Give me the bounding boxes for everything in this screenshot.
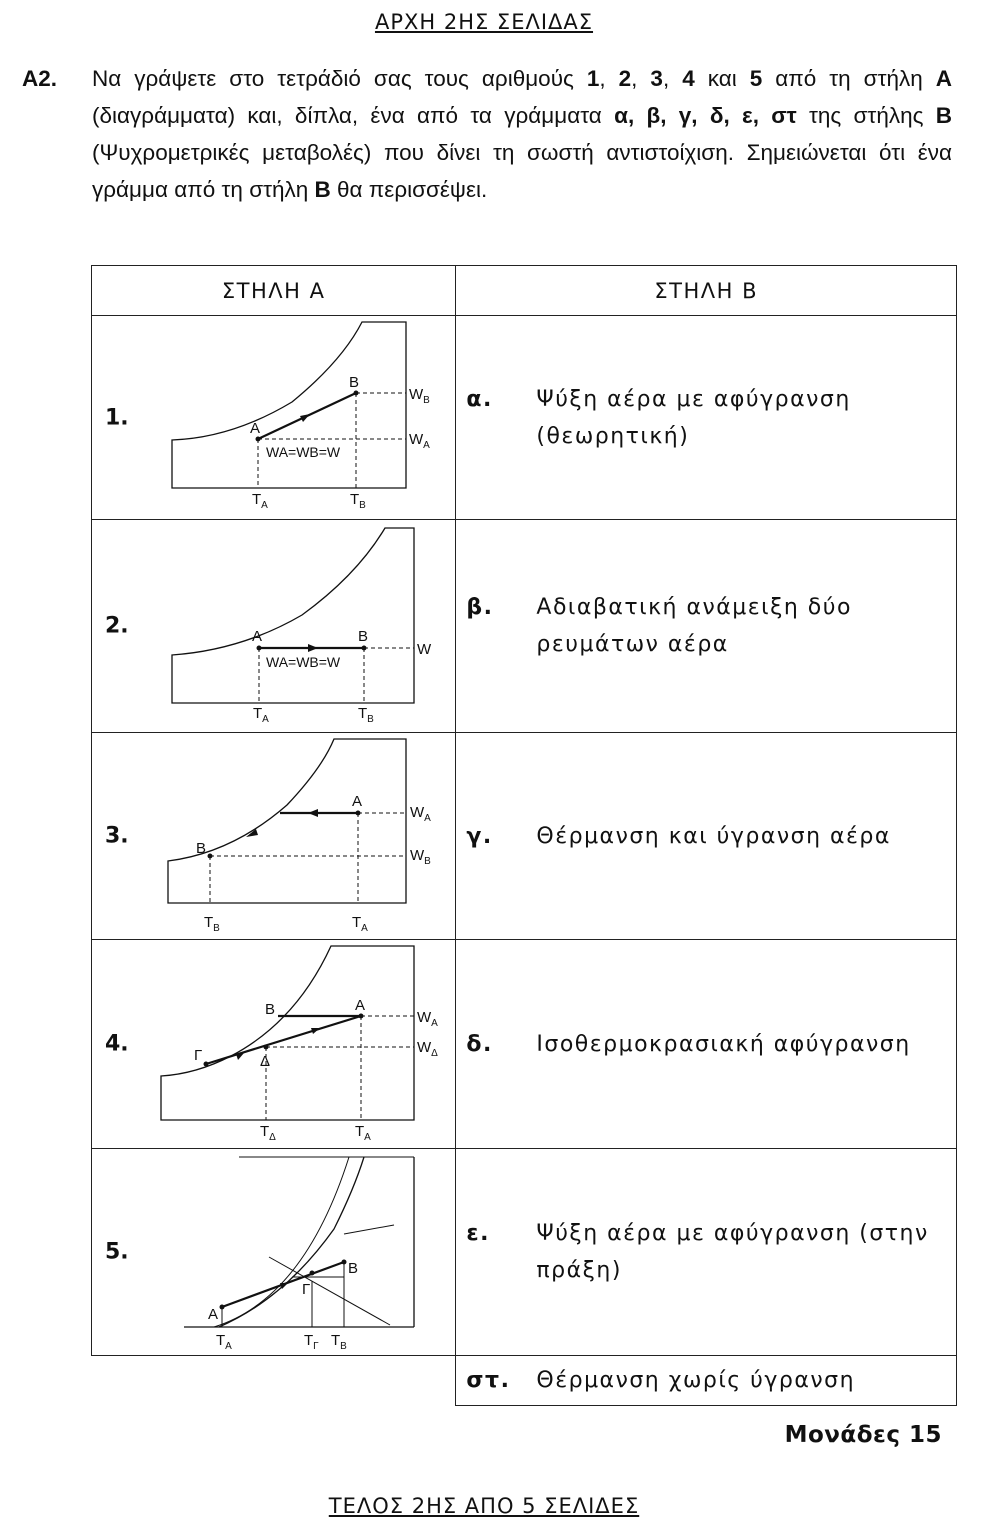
- row-number: 5.: [105, 1239, 129, 1265]
- column-b-header: ΣΤΗΛΗ Β: [456, 266, 957, 316]
- psychrometric-diagram-1: [162, 316, 452, 520]
- question-text: Να γράψετε στο τετράδιό σας τους αριθμούς 1, 2, 3, 4 και 5 από τη στήλη Α (διαγράμματα) και, δίπλα, ένα από τα γράμματα α, β, γ, δ, ε, στ της στήλης Β (Ψυχρομετρικές μεταβολές) που δίνει τη σωστή αντιστοίχιση. Σημειώνεται ότι ένα γράμμα από τη στήλη Β θα περισσέψει.: [92, 66, 952, 202]
- diagram-cell-4: [92, 940, 456, 1149]
- question-a2: [22, 60, 952, 208]
- row-number: 2.: [105, 613, 129, 639]
- diagram-cell-5: [92, 1149, 456, 1356]
- matching-table: [91, 265, 957, 1406]
- column-a-header: ΣΤΗΛΗ Α: [92, 266, 456, 316]
- question-number: Α2.: [22, 66, 58, 91]
- row-number: 1.: [105, 405, 129, 430]
- svg-text:WB: $W_B$: [410, 847, 431, 867]
- diagram-cell-1: [92, 316, 456, 520]
- option-epsilon: ε. Ψύξη αέρα με αφύγρανση (στην πράξη): [456, 1149, 957, 1356]
- svg-text:Γ: Γ: [194, 1047, 203, 1064]
- svg-text:TB: $T_B$: [204, 914, 220, 934]
- svg-text:TΔ: $T_\Delta$: [260, 1123, 276, 1143]
- row-number: 4.: [105, 1031, 129, 1057]
- svg-text:Γ: Γ: [302, 1281, 311, 1298]
- svg-text:A: A: [250, 420, 261, 437]
- diagram-cell-2: [92, 520, 456, 733]
- page-header: ΑΡΧΗ 2ΗΣ ΣΕΛΙΔΑΣ: [374, 10, 594, 34]
- svg-text:WA: $W_A$: [409, 431, 430, 451]
- points: Μονάδες 15: [784, 1422, 942, 1448]
- svg-text:WA: $W_A$: [410, 804, 431, 824]
- svg-text:TB: $T_B$: [350, 491, 366, 511]
- option-gamma: γ. Θέρμανση και ύγρανση αέρα: [456, 733, 957, 940]
- svg-text:A: A: [355, 997, 366, 1014]
- svg-text:W: W: [417, 641, 432, 658]
- svg-text:B: B: [349, 374, 360, 391]
- psychrometric-diagram-5: [184, 1149, 424, 1356]
- svg-text:A: A: [352, 793, 363, 810]
- svg-text:WΔ: $W_\Delta$: [417, 1039, 438, 1059]
- svg-text:WA: $W_A$: [417, 1009, 438, 1029]
- svg-text:A: A: [252, 628, 263, 645]
- psychrometric-diagram-4: [156, 940, 452, 1149]
- page-footer: ΤΕΛΟΣ 2ΗΣ ΑΠΟ 5 ΣΕΛΙΔΕΣ: [328, 1494, 640, 1518]
- svg-text:B: B: [265, 1001, 276, 1018]
- svg-text:B: B: [348, 1260, 359, 1277]
- option-alpha: α. Ψύξη αέρα με αφύγρανση (θεωρητική): [456, 316, 957, 520]
- svg-text:TA: $T_A$: [253, 705, 269, 725]
- empty-cell: [92, 1356, 456, 1406]
- diagram-cell-3: [92, 733, 456, 940]
- svg-text:WA=WB=W: WA=WB=W: [266, 444, 341, 460]
- svg-text:TA: $T_A$: [352, 914, 368, 934]
- svg-text:TΓ: $T_\Gamma$: [304, 1332, 319, 1352]
- svg-text:WB: $W_B$: [409, 386, 430, 406]
- row-number: 3.: [105, 823, 129, 849]
- svg-text:B: B: [196, 840, 207, 857]
- svg-text:WA=WB=W: WA=WB=W: [266, 654, 341, 670]
- svg-text:TB: $T_B$: [331, 1332, 347, 1352]
- option-beta: β. Αδιαβατική ανάμειξη δύο ρευμάτων αέρα: [456, 520, 957, 733]
- svg-text:TA: $T_A$: [216, 1332, 232, 1352]
- option-st: στ. Θέρμανση χωρίς ύγρανση: [456, 1356, 957, 1406]
- svg-text:B: B: [358, 628, 369, 645]
- svg-text:TA: $T_A$: [252, 491, 268, 511]
- svg-text:Δ: Δ: [260, 1053, 271, 1070]
- svg-text:TA: $T_A$: [355, 1123, 371, 1143]
- psychrometric-diagram-3: [162, 733, 452, 940]
- svg-text:A: A: [208, 1306, 219, 1323]
- option-delta: δ. Ισοθερμοκρασιακή αφύγρανση: [456, 940, 957, 1149]
- psychrometric-diagram-2: [162, 520, 452, 733]
- svg-text:TB: $T_B$: [358, 705, 374, 725]
